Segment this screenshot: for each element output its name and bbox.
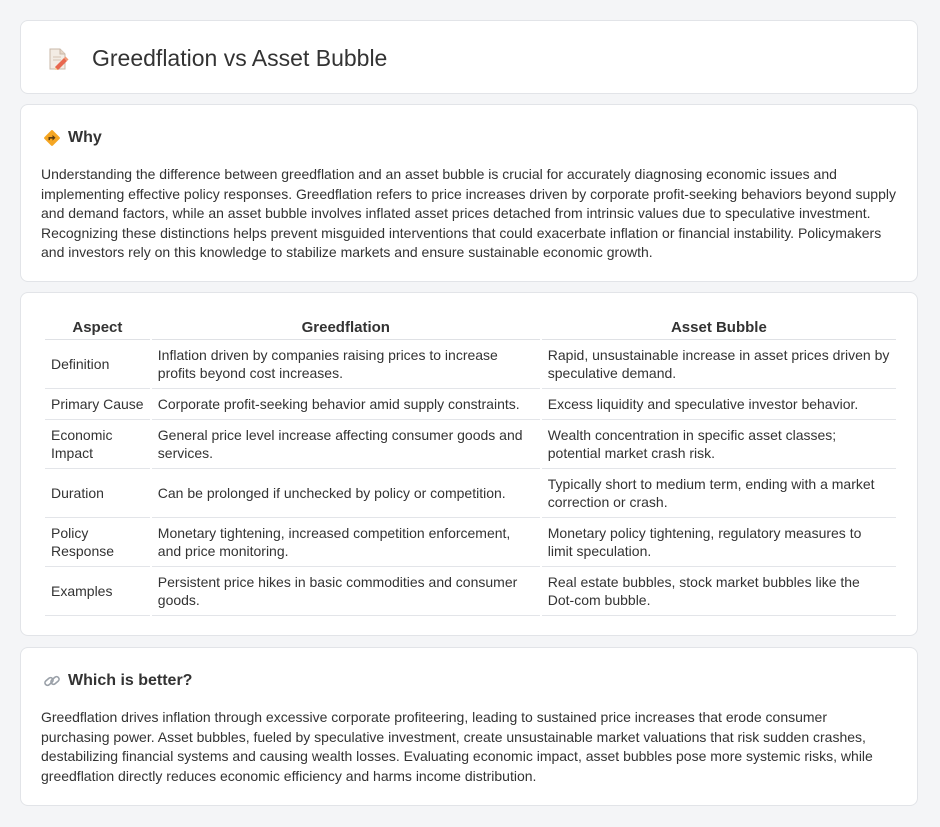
better-heading-row [43,670,192,692]
row-aspect: Duration [45,469,150,518]
comparison-table-card [20,292,918,636]
table-row [45,518,896,567]
row-greedflation: Persistent price hikes in basic commodities and consumer goods. [152,567,540,616]
row-aspect: Examples [45,567,150,616]
row-asset-bubble: Monetary policy tightening, regulatory measures to limit speculation. [542,518,896,567]
better-heading: Which is better? [68,672,193,689]
row-greedflation: General price level increase affecting consumer goods and services. [152,420,540,469]
table-row [45,420,896,469]
table-header-row [45,315,896,340]
row-aspect: Economic Impact [45,420,150,469]
row-greedflation: Can be prolonged if unchecked by policy or competition. [152,469,540,518]
comparison-table [43,315,898,616]
row-aspect: Policy Response [45,518,150,567]
table-row [45,340,896,389]
row-asset-bubble: Typically short to medium term, ending with a market correction or crash. [542,469,896,518]
row-aspect: Definition [45,340,150,389]
why-section [20,104,918,282]
column-header-greedflation: Greedflation [152,315,540,340]
row-greedflation: Inflation driven by companies raising prices to increase profits beyond cost increases. [152,340,540,389]
header-card [20,20,918,94]
link-icon [43,672,61,690]
why-heading-row [43,127,102,149]
row-aspect: Primary Cause [45,389,150,420]
diamond-sign-icon [43,129,61,147]
table-row [45,469,896,518]
document-pencil-icon [47,47,69,71]
row-greedflation: Corporate profit-seeking behavior amid supply constraints. [152,389,540,420]
which-is-better-section [20,647,918,806]
why-paragraph: Understanding the difference between greedflation and an asset bubble is crucial for accurately diagnosing economic issues and implementing effective policy responses. Greedflation refers to price increases driven by corporate profit-seeking behaviors beyond supply and demand factors, while an asset bubble involves inflated asset prices detached from intrinsic values due to speculative investment. Recognizing these distinctions helps prevent misguided interventions that could exacerbate inflation or financial instability. Policymakers and investors rely on this knowledge to stabilize markets and ensure sustainable economic growth. [41,166,896,261]
page-title: Greedflation vs Asset Bubble [92,45,388,71]
column-header-asset-bubble: Asset Bubble [542,315,896,340]
why-heading: Why [68,129,102,146]
row-greedflation: Monetary tightening, increased competition enforcement, and price monitoring. [152,518,540,567]
table-row [45,567,896,616]
row-asset-bubble: Wealth concentration in specific asset classes; potential market crash risk. [542,420,896,469]
column-header-aspect: Aspect [45,315,150,340]
better-paragraph: Greedflation drives inflation through excessive corporate profiteering, leading to sustained price increases that erode consumer purchasing power. Asset bubbles, fueled by speculative investment, create unsustainable market valuations that risk sudden crashes, destabilizing financial systems and causing wealth losses. Evaluating economic impact, asset bubbles pose more systemic risks, while greedflation directly reduces economic efficiency and harms income distribution. [41,709,873,784]
row-asset-bubble: Excess liquidity and speculative investor behavior. [542,389,896,420]
row-asset-bubble: Real estate bubbles, stock market bubbles like the Dot-com bubble. [542,567,896,616]
row-asset-bubble: Rapid, unsustainable increase in asset prices driven by speculative demand. [542,340,896,389]
table-row [45,389,896,420]
